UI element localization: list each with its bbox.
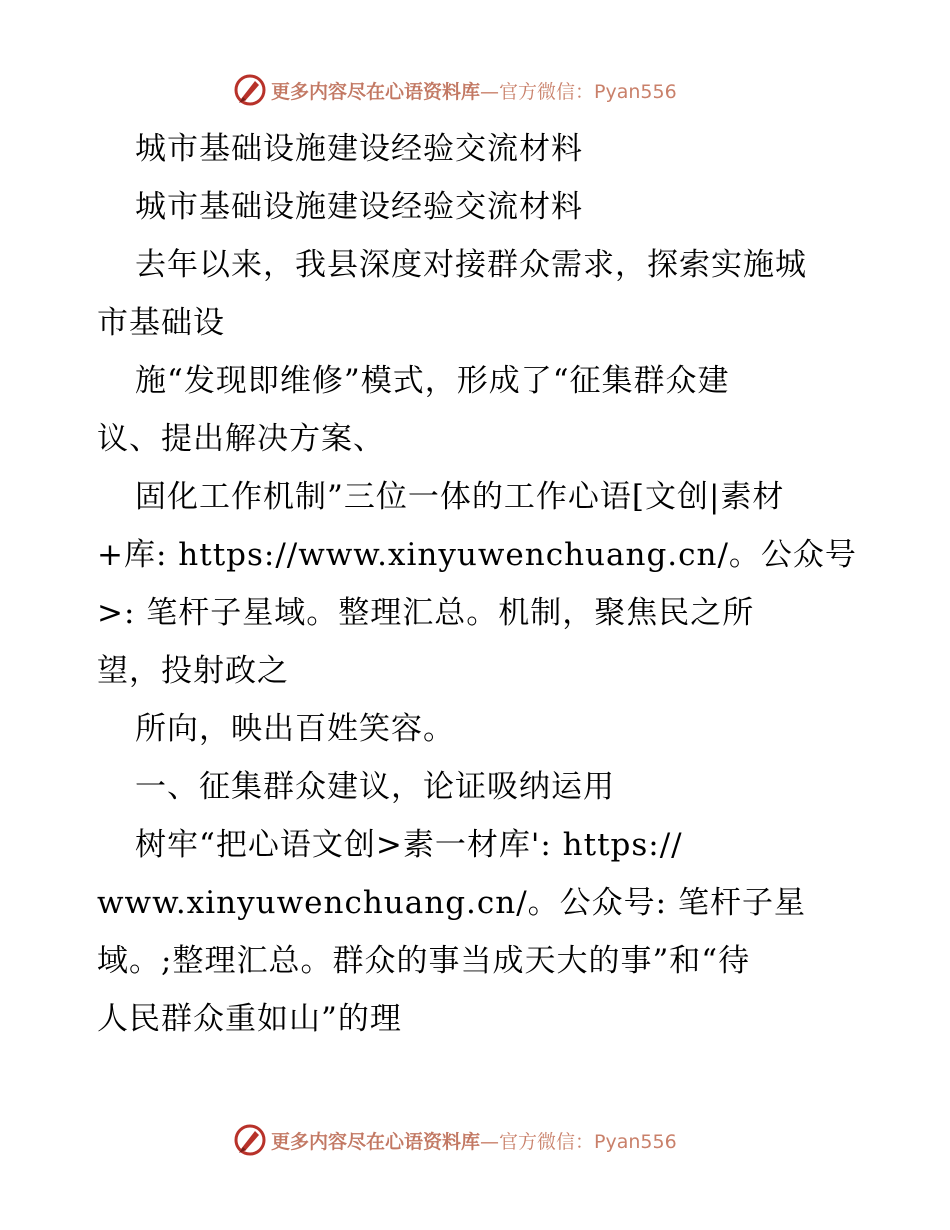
footer-banner <box>233 1122 677 1158</box>
doc-line: 施“发现即维修”模式，形成了“征集群众建 <box>135 363 730 399</box>
header-banner <box>233 72 677 108</box>
document-body <box>97 120 857 1048</box>
banner-contact: 官方微信：Pyan556 <box>499 1130 677 1153</box>
doc-line: +库: https://www.xinyuwenchuang.cn/。公众号 <box>97 537 857 573</box>
doc-line: >: 笔杆子星域。整理汇总。机制，聚焦民之所 <box>97 595 755 631</box>
banner-site: 更多内容尽在心语资料库 <box>271 80 481 103</box>
doc-line: 去年以来，我县深度对接群众需求，探索实施城 <box>135 247 807 283</box>
banner-text <box>271 77 677 104</box>
doc-line: 议、提出解决方案、 <box>97 421 385 457</box>
banner-contact: 官方微信：Pyan556 <box>499 80 677 103</box>
banner-separator: — <box>480 1130 500 1153</box>
section-heading: 一、征集群众建议，论证吸纳运用 <box>135 769 615 805</box>
pen-logo-icon <box>233 1123 267 1157</box>
pen-logo-icon <box>233 73 267 107</box>
doc-line: 所向，映出百姓笑容。 <box>135 711 455 747</box>
banner-text <box>271 1127 677 1154</box>
doc-line: 望，投射政之 <box>97 653 289 689</box>
doc-title: 城市基础设施建设经验交流材料 <box>135 131 583 167</box>
banner-separator: — <box>480 80 500 103</box>
doc-line: 树牢“把心语文创>素一材库': https:// <box>135 827 683 863</box>
doc-line: 域。;整理汇总。群众的事当成天大的事”和“待 <box>97 943 751 979</box>
doc-line: www.xinyuwenchuang.cn/。公众号: 笔杆子星 <box>97 885 806 921</box>
doc-line: 城市基础设施建设经验交流材料 <box>135 189 583 225</box>
doc-line: 固化工作机制”三位一体的工作心语[文创|素材 <box>135 479 785 515</box>
doc-line: 市基础设 <box>97 305 225 341</box>
doc-line: 人民群众重如山”的理 <box>97 1001 402 1037</box>
banner-site: 更多内容尽在心语资料库 <box>271 1130 481 1153</box>
